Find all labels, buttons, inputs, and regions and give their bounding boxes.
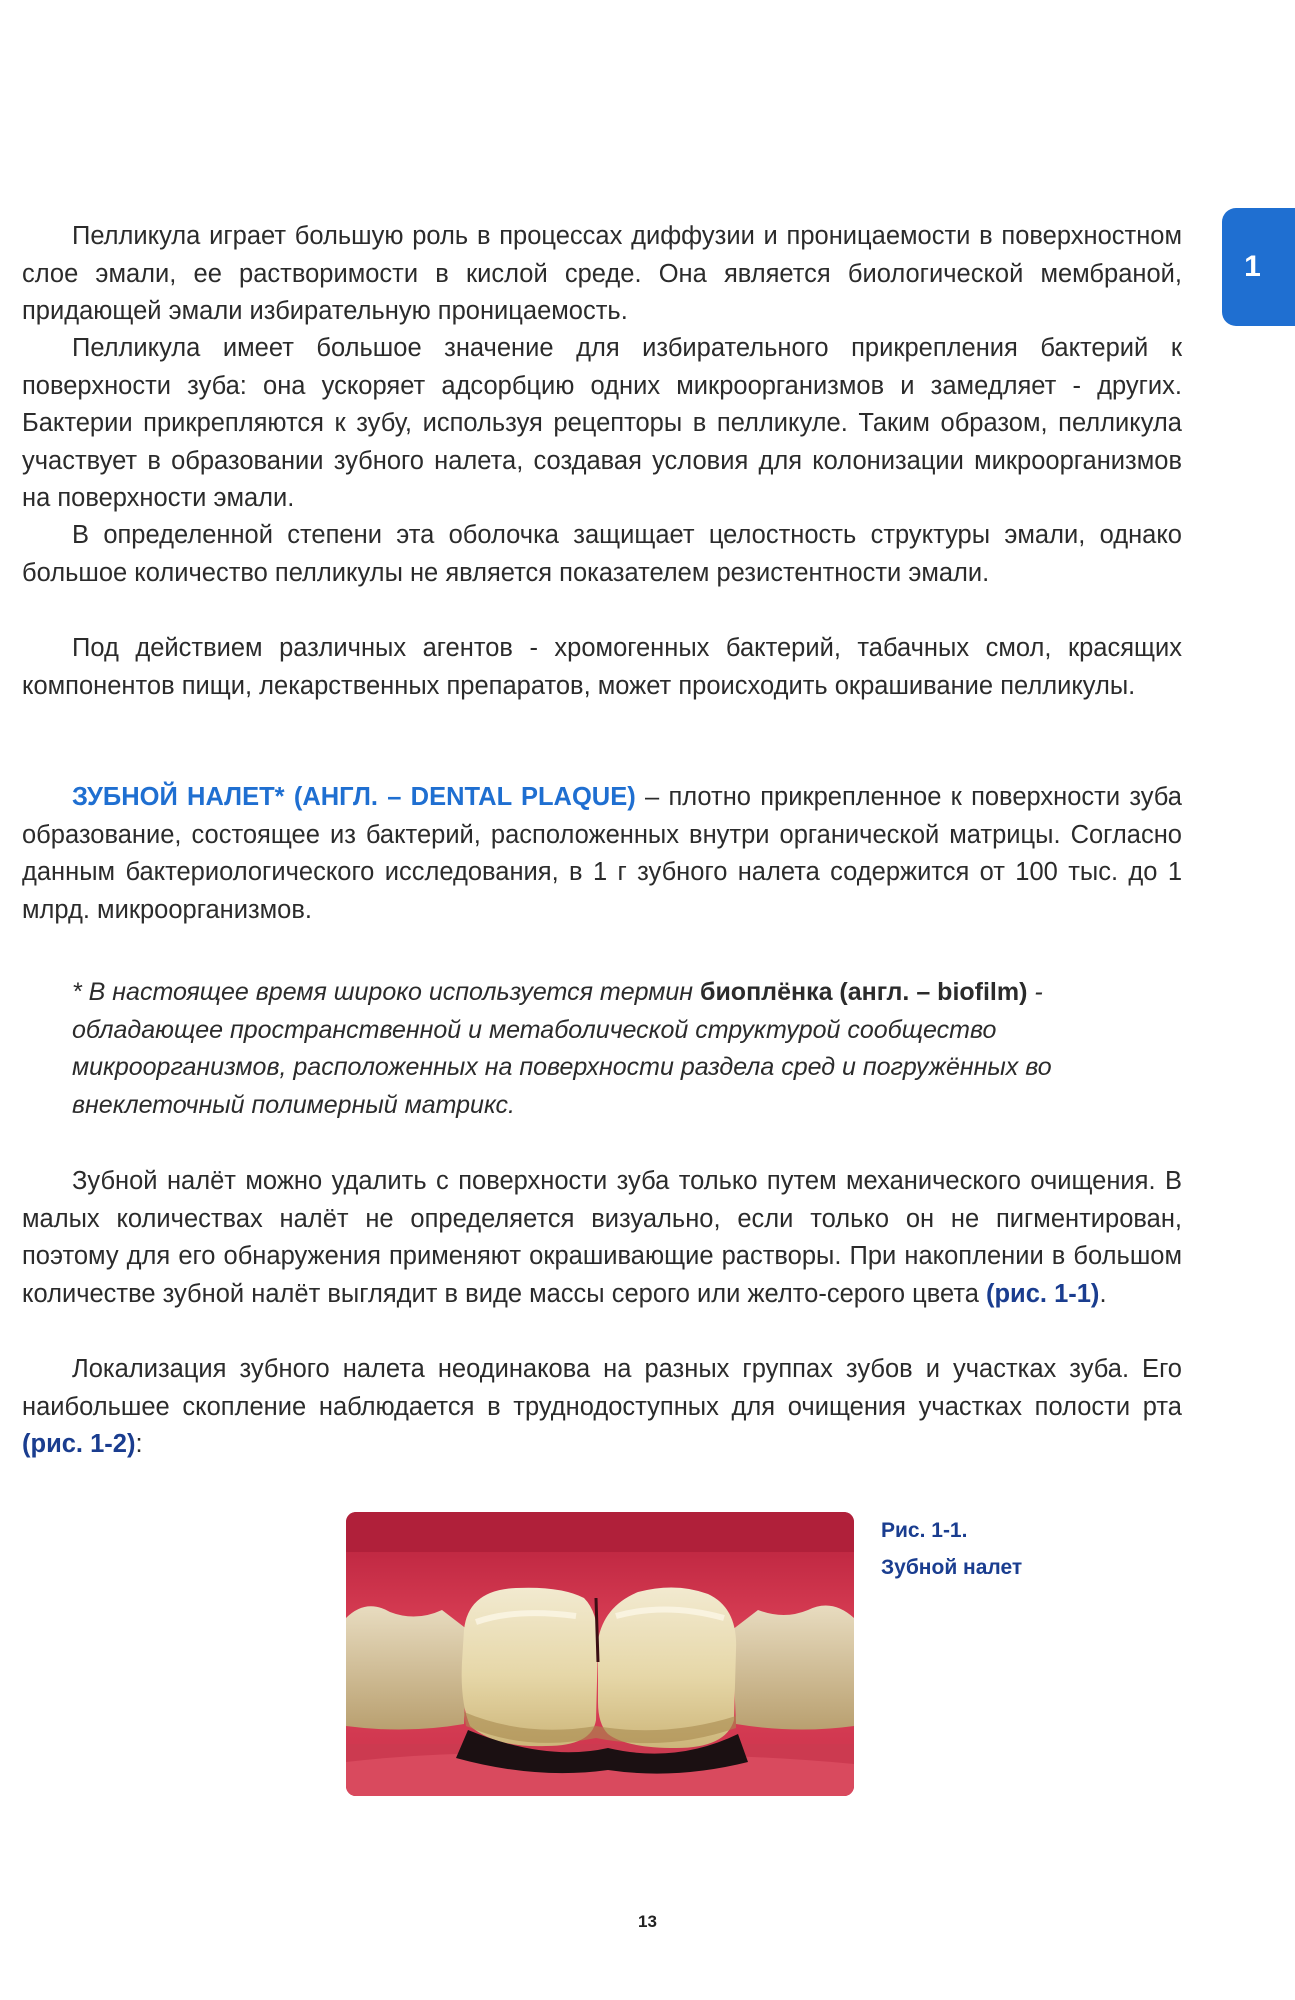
localization-end: :	[135, 1430, 143, 1459]
localization-text: Локализация зубного налета неодинакова на разных группах зубов и участках зуба. Его наибольшее скопление наблюдается в труднодоступных для очищения участках полости рта	[22, 1355, 1182, 1421]
paragraph-dental-plaque	[22, 779, 1182, 929]
removal-text: Зубной налёт можно удалить с поверхности зуба только путем механического очищения. В малых количествах налёт не определяется визуально, если только он не пигментирован, поэтому для его обнаружения применяют окрашивающие растворы. При накоплении в большом количестве зубной налёт выглядит в виде массы серого или желто-серого цвета	[22, 1167, 1182, 1308]
paragraph-plaque-localization	[22, 1351, 1182, 1464]
figure-caption	[881, 1512, 1121, 1586]
figure-caption-number: Рис. 1-1.	[881, 1519, 968, 1542]
page-number: 13	[638, 1912, 657, 1931]
footnote-after: - обладающее пространственной и метаболической структурой сообщество микроорганизмов, расположенных на поверхности раздела сред и погружённых во внеклеточный полимерный матрикс.	[72, 978, 1052, 1119]
paragraph-pellicle-protection: В определенной степени эта оболочка защищает целостность структуры эмали, однако большое количество пелликулы не является показателем резистентности эмали.	[22, 521, 1182, 587]
paragraph-plaque-removal	[22, 1163, 1182, 1313]
biofilm-footnote	[72, 974, 1162, 1124]
chapter-tab	[1222, 208, 1295, 326]
chapter-tab-label: 1	[1244, 250, 1261, 283]
paragraph-pellicle-staining: Под действием различных агентов - хромогенных бактерий, табачных смол, красящих компонентов пищи, лекарственных препаратов, может происходить окрашивание пелликулы.	[22, 634, 1182, 700]
dental-plaque-photo	[346, 1512, 854, 1796]
paragraph-pellicle-diffusion: Пелликула играет большую роль в процессах диффузии и проницаемости в поверхностном слое эмали, ее растворимости в кислой среде. Она является биологической мембраной, придающей эмали избирательную проницаемость.	[22, 222, 1182, 326]
paragraph-pellicle-bacteria: Пелликула имеет большое значение для избирательного прикрепления бактерий к поверхности зуба: она ускоряет адсорбцию одних микроорганизмов и замедляет - других. Бактерии прикрепляются к зубу, используя рецепторы в пелликуле. Таким образом, пелликула участвует в образовании зубного налета, создавая условия для колонизации микроорганизмов на поверхности эмали.	[22, 334, 1182, 513]
footnote-before: * В настоящее время широко используется термин	[72, 978, 700, 1006]
footnote-term: биоплёнка (англ. – biofilm)	[700, 978, 1028, 1006]
dental-plaque-term: ЗУБНОЙ НАЛЕТ* (АНГЛ. – DENTAL PLAQUE)	[72, 783, 636, 811]
figure-ref-1-1: (рис. 1-1)	[985, 1279, 1100, 1308]
figure-ref-1-2: (рис. 1-2)	[22, 1430, 136, 1459]
dental-plaque-definition: – плотно прикрепленное к поверхности зуба образование, состоящее из бактерий, расположенных внутри органической матрицы. Согласно данным бактериологического исследования, в 1 г зубного налета содержится от 100 тыс. до 1 млрд. микроорганизмов.	[22, 783, 1182, 924]
figure-caption-title: Зубной налет	[881, 1556, 1023, 1579]
removal-end: .	[1099, 1279, 1107, 1308]
